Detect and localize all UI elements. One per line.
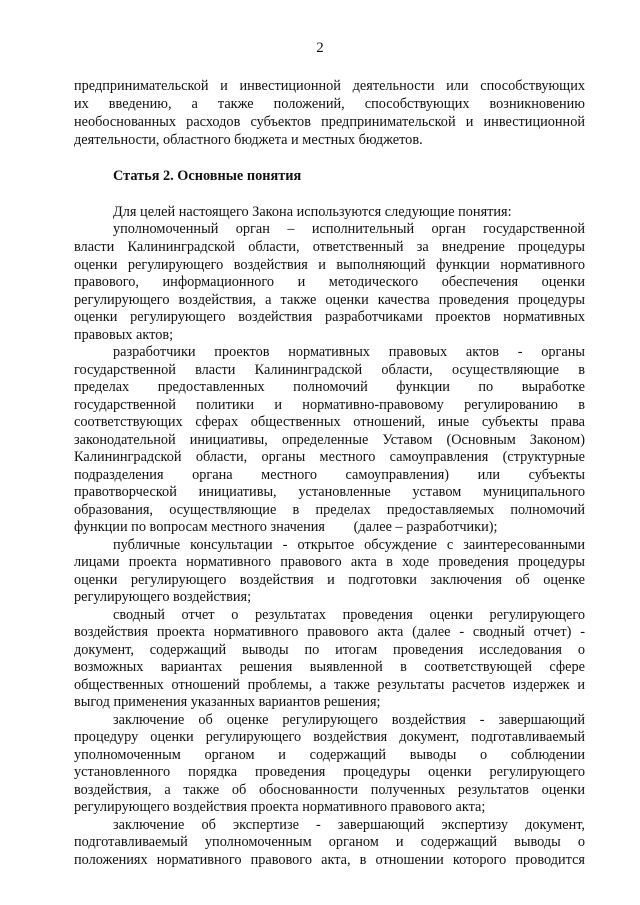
text-line: деятельности, областного бюджета и местных бюджетов. xyxy=(74,132,423,148)
text-line: функции по вопросам местного значения (далее – разработчики); xyxy=(74,519,498,535)
text-line: оценки регулирующего воздействия разработчиками проектов нормативных xyxy=(74,309,585,325)
text-line: правового, информационного и методического обеспечения оценки xyxy=(74,274,585,290)
text-line: оценки регулирующего воздействия и выполняющий функции нормативного xyxy=(74,257,585,273)
text-line: общественных отношений проблемы, а также результаты расчетов издержек и xyxy=(74,677,585,693)
text-line: установленного порядка проведения процедуры оценки регулирующего xyxy=(74,764,585,780)
text-line: соответствующих сферах общественных отношений, иные субъекты права xyxy=(74,414,585,430)
text-line: подразделения органа местного самоуправления) или субъекты xyxy=(74,467,585,483)
text-line: возможных вариантах решения выявленной в соответствующей сфере xyxy=(74,659,585,675)
text-line: уполномоченный орган – исполнительный орган государственной xyxy=(113,221,585,237)
text-line: лицами проекта нормативного правового акта в ходе проведения процедуры xyxy=(74,554,585,570)
text-line: образования, осуществляющие в пределах предоставляемых полномочий xyxy=(74,502,585,518)
text-line: правотворческой инициативы, установленные уставом муниципального xyxy=(74,484,585,500)
text-line: регулирующего воздействия, а также оценки качества проведения процедуры xyxy=(74,292,585,308)
text-line: необоснованных расходов субъектов предпринимательской и инвестиционной xyxy=(74,114,585,130)
text-line: подготавливаемый уполномоченным органом и содержащий выводы о xyxy=(74,834,585,850)
text-line: заключение об оценке регулирующего воздействия - завершающий xyxy=(113,712,585,728)
text-line: Калининградской области, органы местного самоуправления (структурные xyxy=(74,449,585,465)
text-line: уполномоченным органом и содержащий выводы о соблюдении xyxy=(74,747,585,763)
text-line: государственной власти Калининградской области, осуществляющие в xyxy=(74,362,585,378)
text-line: выгод применения указанных вариантов решения; xyxy=(74,694,381,710)
text-line: разработчики проектов нормативных правовых актов - органы xyxy=(113,344,585,360)
text-line: Для целей настоящего Закона используются следующие понятия: xyxy=(113,204,512,220)
text-line: регулирующего воздействия; xyxy=(74,589,252,605)
text-line: воздействия проекта нормативного правового акта (далее - сводный отчет) - xyxy=(74,624,585,640)
text-line: публичные консультации - открытое обсуждение с заинтересованными xyxy=(113,537,585,553)
text-line: предпринимательской и инвестиционной деятельности или способствующих xyxy=(74,78,585,94)
text-line: пределах предоставленных полномочий функции по выработке xyxy=(74,379,585,395)
text-line: документ, содержащий выводы по итогам проведения исследования о xyxy=(74,642,585,658)
text-line: заключение об экспертизе - завершающий экспертизу документ, xyxy=(113,817,585,833)
text-line: власти Калининградской области, ответственный за внедрение процедуры xyxy=(74,239,585,255)
text-line: процедуру оценки регулирующего воздействия документ, подготавливаемый xyxy=(74,729,585,745)
article-heading: Статья 2. Основные понятия xyxy=(113,168,302,184)
text-line: сводный отчет о результатах проведения оценки регулирующего xyxy=(113,607,585,623)
text-line: воздействия, а также об обоснованности полученных результатов оценки xyxy=(74,782,585,798)
text-line: правовых актов; xyxy=(74,327,174,343)
text-line: законодательной инициативы, определенные Уставом (Основным Законом) xyxy=(74,432,585,448)
text-line: регулирующего воздействия проекта нормативного правового акта; xyxy=(74,799,486,815)
text-line: положениях нормативного правового акта, в отношении которого проводится xyxy=(74,852,585,868)
text-line: их введению, а также положений, способствующих возникновению xyxy=(74,96,585,112)
text-line: государственной политики и нормативно-правовому регулированию в xyxy=(74,397,585,413)
text-line: оценки регулирующего воздействия и подготовки заключения об оценке xyxy=(74,572,585,588)
page-number: 2 xyxy=(316,40,324,56)
